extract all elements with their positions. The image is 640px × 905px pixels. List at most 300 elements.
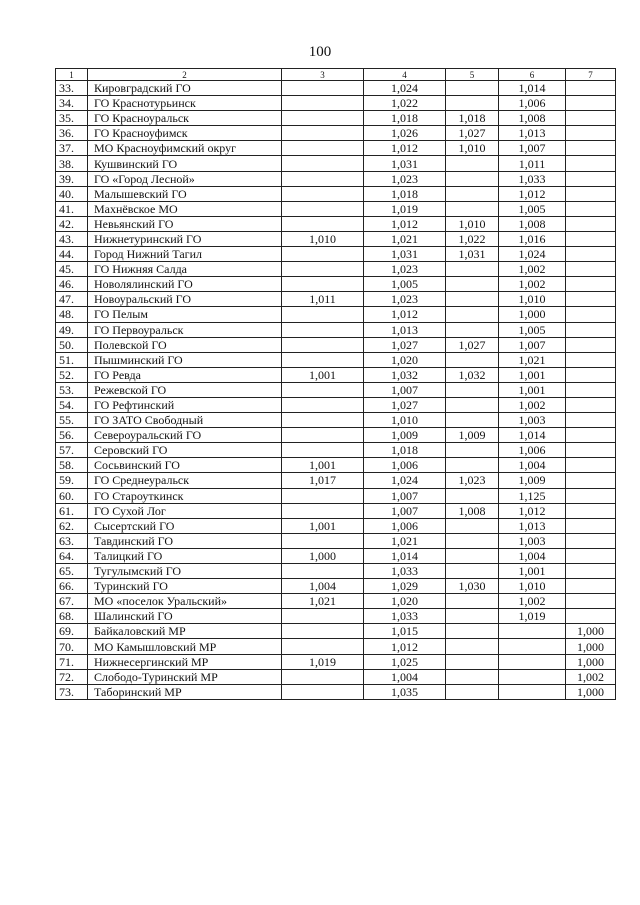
col5-value-cell [446, 669, 499, 684]
col6-value-cell: 1,008 [499, 111, 566, 126]
row-number-cell: 45. [56, 262, 88, 277]
row-number-cell: 42. [56, 216, 88, 231]
col5-value-cell [446, 352, 499, 367]
row-number-cell: 35. [56, 111, 88, 126]
col5-value-cell [446, 684, 499, 699]
municipality-name-cell: ГО Среднеуральск [88, 473, 282, 488]
col3-value-cell [282, 171, 364, 186]
col5-value-cell [446, 639, 499, 654]
col3-value-cell [282, 81, 364, 96]
col5-value-cell: 1,030 [446, 579, 499, 594]
col5-value-cell [446, 413, 499, 428]
col3-value-cell [282, 564, 364, 579]
table-row [56, 548, 616, 563]
col3-value-cell [282, 277, 364, 292]
col4-value-cell: 1,004 [364, 669, 446, 684]
table-row [56, 382, 616, 397]
table-row [56, 352, 616, 367]
col5-value-cell [446, 564, 499, 579]
col3-value-cell [282, 186, 364, 201]
col4-value-cell: 1,009 [364, 428, 446, 443]
col4-value-cell: 1,019 [364, 201, 446, 216]
col6-value-cell: 1,003 [499, 533, 566, 548]
col6-value-cell: 1,002 [499, 277, 566, 292]
col4-value-cell: 1,012 [364, 216, 446, 231]
col5-value-cell [446, 654, 499, 669]
table-row [56, 96, 616, 111]
row-number-cell: 58. [56, 458, 88, 473]
col6-value-cell: 1,012 [499, 503, 566, 518]
col5-value-cell [446, 594, 499, 609]
col7-value-cell [566, 322, 616, 337]
col3-value-cell: 1,004 [282, 579, 364, 594]
col6-value-cell: 1,006 [499, 443, 566, 458]
table-row [56, 654, 616, 669]
row-number-cell: 64. [56, 548, 88, 563]
col6-value-cell: 1,004 [499, 458, 566, 473]
col3-value-cell [282, 247, 364, 262]
col3-value-cell [282, 216, 364, 231]
col7-value-cell [566, 367, 616, 382]
col3-value-cell [282, 201, 364, 216]
col6-value-cell: 1,021 [499, 352, 566, 367]
col4-value-cell: 1,023 [364, 171, 446, 186]
col5-value-cell [446, 81, 499, 96]
col7-value-cell [566, 443, 616, 458]
table-row [56, 473, 616, 488]
municipality-name-cell: Город Нижний Тагил [88, 247, 282, 262]
col3-value-cell [282, 126, 364, 141]
municipality-name-cell: ГО Краснотурьинск [88, 96, 282, 111]
col3-value-cell [282, 337, 364, 352]
col6-value-cell: 1,033 [499, 171, 566, 186]
municipality-name-cell: ГО Первоуральск [88, 322, 282, 337]
municipality-name-cell: Кировградский ГО [88, 81, 282, 96]
col5-value-cell [446, 156, 499, 171]
municipality-name-cell: Тугулымский ГО [88, 564, 282, 579]
municipality-name-cell: ГО Сухой Лог [88, 503, 282, 518]
col5-value-cell [446, 624, 499, 639]
col4-value-cell: 1,021 [364, 533, 446, 548]
col4-value-cell: 1,024 [364, 81, 446, 96]
row-number-cell: 62. [56, 518, 88, 533]
row-number-cell: 44. [56, 247, 88, 262]
table-row [56, 669, 616, 684]
col3-value-cell [282, 428, 364, 443]
col7-value-cell [566, 141, 616, 156]
col7-value-cell [566, 533, 616, 548]
table-row [56, 458, 616, 473]
row-number-cell: 34. [56, 96, 88, 111]
col6-value-cell: 1,010 [499, 579, 566, 594]
col4-value-cell: 1,024 [364, 473, 446, 488]
col6-value-cell: 1,003 [499, 413, 566, 428]
col7-value-cell [566, 594, 616, 609]
row-number-cell: 55. [56, 413, 88, 428]
table-row [56, 186, 616, 201]
row-number-cell: 46. [56, 277, 88, 292]
col5-value-cell [446, 518, 499, 533]
col4-value-cell: 1,020 [364, 352, 446, 367]
col7-value-cell [566, 397, 616, 412]
col4-value-cell: 1,023 [364, 262, 446, 277]
col6-value-cell: 1,002 [499, 594, 566, 609]
page-number: 100 [308, 44, 332, 60]
municipality-name-cell: Малышевский ГО [88, 186, 282, 201]
row-number-cell: 72. [56, 669, 88, 684]
column-header: 1 [56, 69, 88, 81]
col6-value-cell: 1,125 [499, 488, 566, 503]
municipality-name-cell: Байкаловский МР [88, 624, 282, 639]
col7-value-cell [566, 564, 616, 579]
col4-value-cell: 1,007 [364, 382, 446, 397]
table-row [56, 81, 616, 96]
table-row [56, 201, 616, 216]
col6-value-cell: 1,008 [499, 216, 566, 231]
col5-value-cell [446, 292, 499, 307]
col7-value-cell [566, 503, 616, 518]
row-number-cell: 47. [56, 292, 88, 307]
municipality-name-cell: Тавдинский ГО [88, 533, 282, 548]
col7-value-cell [566, 609, 616, 624]
col7-value-cell: 1,002 [566, 669, 616, 684]
col7-value-cell [566, 201, 616, 216]
col7-value-cell [566, 126, 616, 141]
col3-value-cell: 1,010 [282, 231, 364, 246]
table-row [56, 126, 616, 141]
col3-value-cell [282, 156, 364, 171]
col4-value-cell: 1,022 [364, 96, 446, 111]
col5-value-cell [446, 171, 499, 186]
col7-value-cell [566, 186, 616, 201]
col3-value-cell [282, 669, 364, 684]
col3-value-cell [282, 533, 364, 548]
row-number-cell: 68. [56, 609, 88, 624]
municipality-name-cell: ГО Красноуфимск [88, 126, 282, 141]
col6-value-cell [499, 624, 566, 639]
col7-value-cell [566, 96, 616, 111]
col5-value-cell: 1,008 [446, 503, 499, 518]
col7-value-cell: 1,000 [566, 654, 616, 669]
row-number-cell: 70. [56, 639, 88, 654]
col5-value-cell [446, 307, 499, 322]
col4-value-cell: 1,012 [364, 639, 446, 654]
col4-value-cell: 1,026 [364, 126, 446, 141]
table-row [56, 337, 616, 352]
table-row [56, 594, 616, 609]
col6-value-cell [499, 669, 566, 684]
row-number-cell: 48. [56, 307, 88, 322]
col6-value-cell: 1,004 [499, 548, 566, 563]
col4-value-cell: 1,031 [364, 247, 446, 262]
table-row [56, 111, 616, 126]
municipality-name-cell: Туринский ГО [88, 579, 282, 594]
col3-value-cell [282, 397, 364, 412]
row-number-cell: 73. [56, 684, 88, 699]
municipality-name-cell: Талицкий ГО [88, 548, 282, 563]
municipality-name-cell: Новолялинский ГО [88, 277, 282, 292]
municipality-name-cell: ГО Пелым [88, 307, 282, 322]
col5-value-cell: 1,032 [446, 367, 499, 382]
column-header: 7 [566, 69, 616, 81]
table-row [56, 231, 616, 246]
col3-value-cell [282, 413, 364, 428]
col5-value-cell: 1,009 [446, 428, 499, 443]
row-number-cell: 67. [56, 594, 88, 609]
col3-value-cell: 1,019 [282, 654, 364, 669]
municipality-name-cell: Махнёвское МО [88, 201, 282, 216]
table-row [56, 579, 616, 594]
col6-value-cell: 1,002 [499, 397, 566, 412]
municipality-name-cell: Сосьвинский ГО [88, 458, 282, 473]
col5-value-cell [446, 277, 499, 292]
col7-value-cell [566, 548, 616, 563]
municipality-name-cell: Невьянский ГО [88, 216, 282, 231]
col4-value-cell: 1,031 [364, 156, 446, 171]
col7-value-cell [566, 488, 616, 503]
col7-value-cell [566, 156, 616, 171]
row-number-cell: 59. [56, 473, 88, 488]
municipality-name-cell: Шалинский ГО [88, 609, 282, 624]
row-number-cell: 38. [56, 156, 88, 171]
table-row [56, 488, 616, 503]
row-number-cell: 69. [56, 624, 88, 639]
col6-value-cell: 1,013 [499, 518, 566, 533]
municipality-name-cell: МО Камышловский МР [88, 639, 282, 654]
col3-value-cell [282, 141, 364, 156]
table-row [56, 533, 616, 548]
col6-value-cell: 1,019 [499, 609, 566, 624]
municipality-name-cell: ГО Красноуральск [88, 111, 282, 126]
row-number-cell: 63. [56, 533, 88, 548]
col3-value-cell [282, 443, 364, 458]
row-number-cell: 53. [56, 382, 88, 397]
col4-value-cell: 1,029 [364, 579, 446, 594]
municipality-name-cell: ГО «Город Лесной» [88, 171, 282, 186]
col7-value-cell [566, 307, 616, 322]
col6-value-cell: 1,010 [499, 292, 566, 307]
col5-value-cell [446, 533, 499, 548]
col6-value-cell [499, 654, 566, 669]
col7-value-cell [566, 231, 616, 246]
col4-value-cell: 1,033 [364, 564, 446, 579]
coefficients-table [55, 68, 616, 700]
col4-value-cell: 1,020 [364, 594, 446, 609]
table-row [56, 156, 616, 171]
col5-value-cell: 1,010 [446, 216, 499, 231]
col6-value-cell: 1,000 [499, 307, 566, 322]
col3-value-cell [282, 352, 364, 367]
col5-value-cell: 1,010 [446, 141, 499, 156]
table-row [56, 247, 616, 262]
municipality-name-cell: Пышминский ГО [88, 352, 282, 367]
row-number-cell: 37. [56, 141, 88, 156]
column-header: 2 [88, 69, 282, 81]
col4-value-cell: 1,006 [364, 458, 446, 473]
col4-value-cell: 1,005 [364, 277, 446, 292]
table-row [56, 639, 616, 654]
col5-value-cell [446, 322, 499, 337]
col3-value-cell: 1,000 [282, 548, 364, 563]
col6-value-cell: 1,014 [499, 428, 566, 443]
table-row [56, 609, 616, 624]
col4-value-cell: 1,023 [364, 292, 446, 307]
table-body [56, 69, 616, 700]
col3-value-cell [282, 262, 364, 277]
col7-value-cell: 1,000 [566, 684, 616, 699]
col6-value-cell: 1,016 [499, 231, 566, 246]
col5-value-cell [446, 609, 499, 624]
col6-value-cell [499, 684, 566, 699]
col4-value-cell: 1,012 [364, 307, 446, 322]
col3-value-cell: 1,001 [282, 458, 364, 473]
col5-value-cell [446, 488, 499, 503]
col6-value-cell: 1,014 [499, 81, 566, 96]
municipality-name-cell: Новоуральский ГО [88, 292, 282, 307]
col3-value-cell: 1,021 [282, 594, 364, 609]
row-number-cell: 71. [56, 654, 88, 669]
column-header: 4 [364, 69, 446, 81]
row-number-cell: 60. [56, 488, 88, 503]
col4-value-cell: 1,013 [364, 322, 446, 337]
col6-value-cell: 1,007 [499, 141, 566, 156]
col6-value-cell: 1,002 [499, 262, 566, 277]
row-number-cell: 51. [56, 352, 88, 367]
table-row [56, 443, 616, 458]
row-number-cell: 57. [56, 443, 88, 458]
col7-value-cell [566, 382, 616, 397]
col6-value-cell: 1,005 [499, 322, 566, 337]
col4-value-cell: 1,027 [364, 337, 446, 352]
table-row [56, 684, 616, 699]
municipality-name-cell: МО «поселок Уральский» [88, 594, 282, 609]
col3-value-cell [282, 307, 364, 322]
col7-value-cell [566, 458, 616, 473]
col6-value-cell: 1,013 [499, 126, 566, 141]
municipality-name-cell: Слободо-Туринский МР [88, 669, 282, 684]
col4-value-cell: 1,014 [364, 548, 446, 563]
row-number-cell: 43. [56, 231, 88, 246]
col3-value-cell: 1,011 [282, 292, 364, 307]
col7-value-cell [566, 277, 616, 292]
row-number-cell: 52. [56, 367, 88, 382]
row-number-cell: 65. [56, 564, 88, 579]
col7-value-cell [566, 428, 616, 443]
col7-value-cell: 1,000 [566, 624, 616, 639]
col4-value-cell: 1,018 [364, 443, 446, 458]
col3-value-cell: 1,001 [282, 518, 364, 533]
col7-value-cell [566, 413, 616, 428]
table-row [56, 518, 616, 533]
col4-value-cell: 1,018 [364, 111, 446, 126]
col5-value-cell [446, 186, 499, 201]
col5-value-cell [446, 548, 499, 563]
table-row [56, 262, 616, 277]
row-number-cell: 50. [56, 337, 88, 352]
col7-value-cell [566, 216, 616, 231]
column-header: 6 [499, 69, 566, 81]
municipality-name-cell: Сысертский ГО [88, 518, 282, 533]
table-row [56, 141, 616, 156]
municipality-name-cell: ГО Ревда [88, 367, 282, 382]
municipality-name-cell: Серовский ГО [88, 443, 282, 458]
table-row [56, 292, 616, 307]
table-row [56, 503, 616, 518]
table-row [56, 322, 616, 337]
col4-value-cell: 1,010 [364, 413, 446, 428]
col3-value-cell [282, 639, 364, 654]
col4-value-cell: 1,035 [364, 684, 446, 699]
col3-value-cell [282, 322, 364, 337]
col5-value-cell [446, 397, 499, 412]
municipality-name-cell: ГО Староуткинск [88, 488, 282, 503]
col4-value-cell: 1,033 [364, 609, 446, 624]
municipality-name-cell: Кушвинский ГО [88, 156, 282, 171]
row-number-cell: 54. [56, 397, 88, 412]
municipality-name-cell: Нижнесергинский МР [88, 654, 282, 669]
col6-value-cell: 1,009 [499, 473, 566, 488]
table-row [56, 564, 616, 579]
row-number-cell: 41. [56, 201, 88, 216]
table-row [56, 367, 616, 382]
row-number-cell: 39. [56, 171, 88, 186]
col3-value-cell [282, 96, 364, 111]
col4-value-cell: 1,027 [364, 397, 446, 412]
col3-value-cell [282, 382, 364, 397]
col5-value-cell [446, 458, 499, 473]
col6-value-cell: 1,011 [499, 156, 566, 171]
row-number-cell: 49. [56, 322, 88, 337]
col7-value-cell [566, 81, 616, 96]
row-number-cell: 33. [56, 81, 88, 96]
table-row [56, 171, 616, 186]
municipality-name-cell: Полевской ГО [88, 337, 282, 352]
col4-value-cell: 1,032 [364, 367, 446, 382]
col5-value-cell [446, 443, 499, 458]
col3-value-cell [282, 684, 364, 699]
table-row [56, 307, 616, 322]
col5-value-cell: 1,027 [446, 126, 499, 141]
col5-value-cell: 1,018 [446, 111, 499, 126]
col6-value-cell: 1,005 [499, 201, 566, 216]
col4-value-cell: 1,025 [364, 654, 446, 669]
col6-value-cell: 1,001 [499, 382, 566, 397]
col7-value-cell [566, 337, 616, 352]
col7-value-cell [566, 171, 616, 186]
table-row [56, 216, 616, 231]
column-number-row [56, 69, 616, 81]
col3-value-cell [282, 624, 364, 639]
col4-value-cell: 1,018 [364, 186, 446, 201]
col6-value-cell: 1,001 [499, 367, 566, 382]
municipality-name-cell: Таборинский МР [88, 684, 282, 699]
municipality-name-cell: МО Красноуфимский округ [88, 141, 282, 156]
col5-value-cell: 1,022 [446, 231, 499, 246]
col3-value-cell [282, 503, 364, 518]
col6-value-cell: 1,007 [499, 337, 566, 352]
municipality-name-cell: Режевской ГО [88, 382, 282, 397]
col5-value-cell: 1,023 [446, 473, 499, 488]
col7-value-cell [566, 518, 616, 533]
col7-value-cell [566, 473, 616, 488]
col3-value-cell [282, 111, 364, 126]
col4-value-cell: 1,021 [364, 231, 446, 246]
col7-value-cell [566, 247, 616, 262]
row-number-cell: 40. [56, 186, 88, 201]
col7-value-cell [566, 111, 616, 126]
col7-value-cell [566, 352, 616, 367]
col3-value-cell [282, 488, 364, 503]
